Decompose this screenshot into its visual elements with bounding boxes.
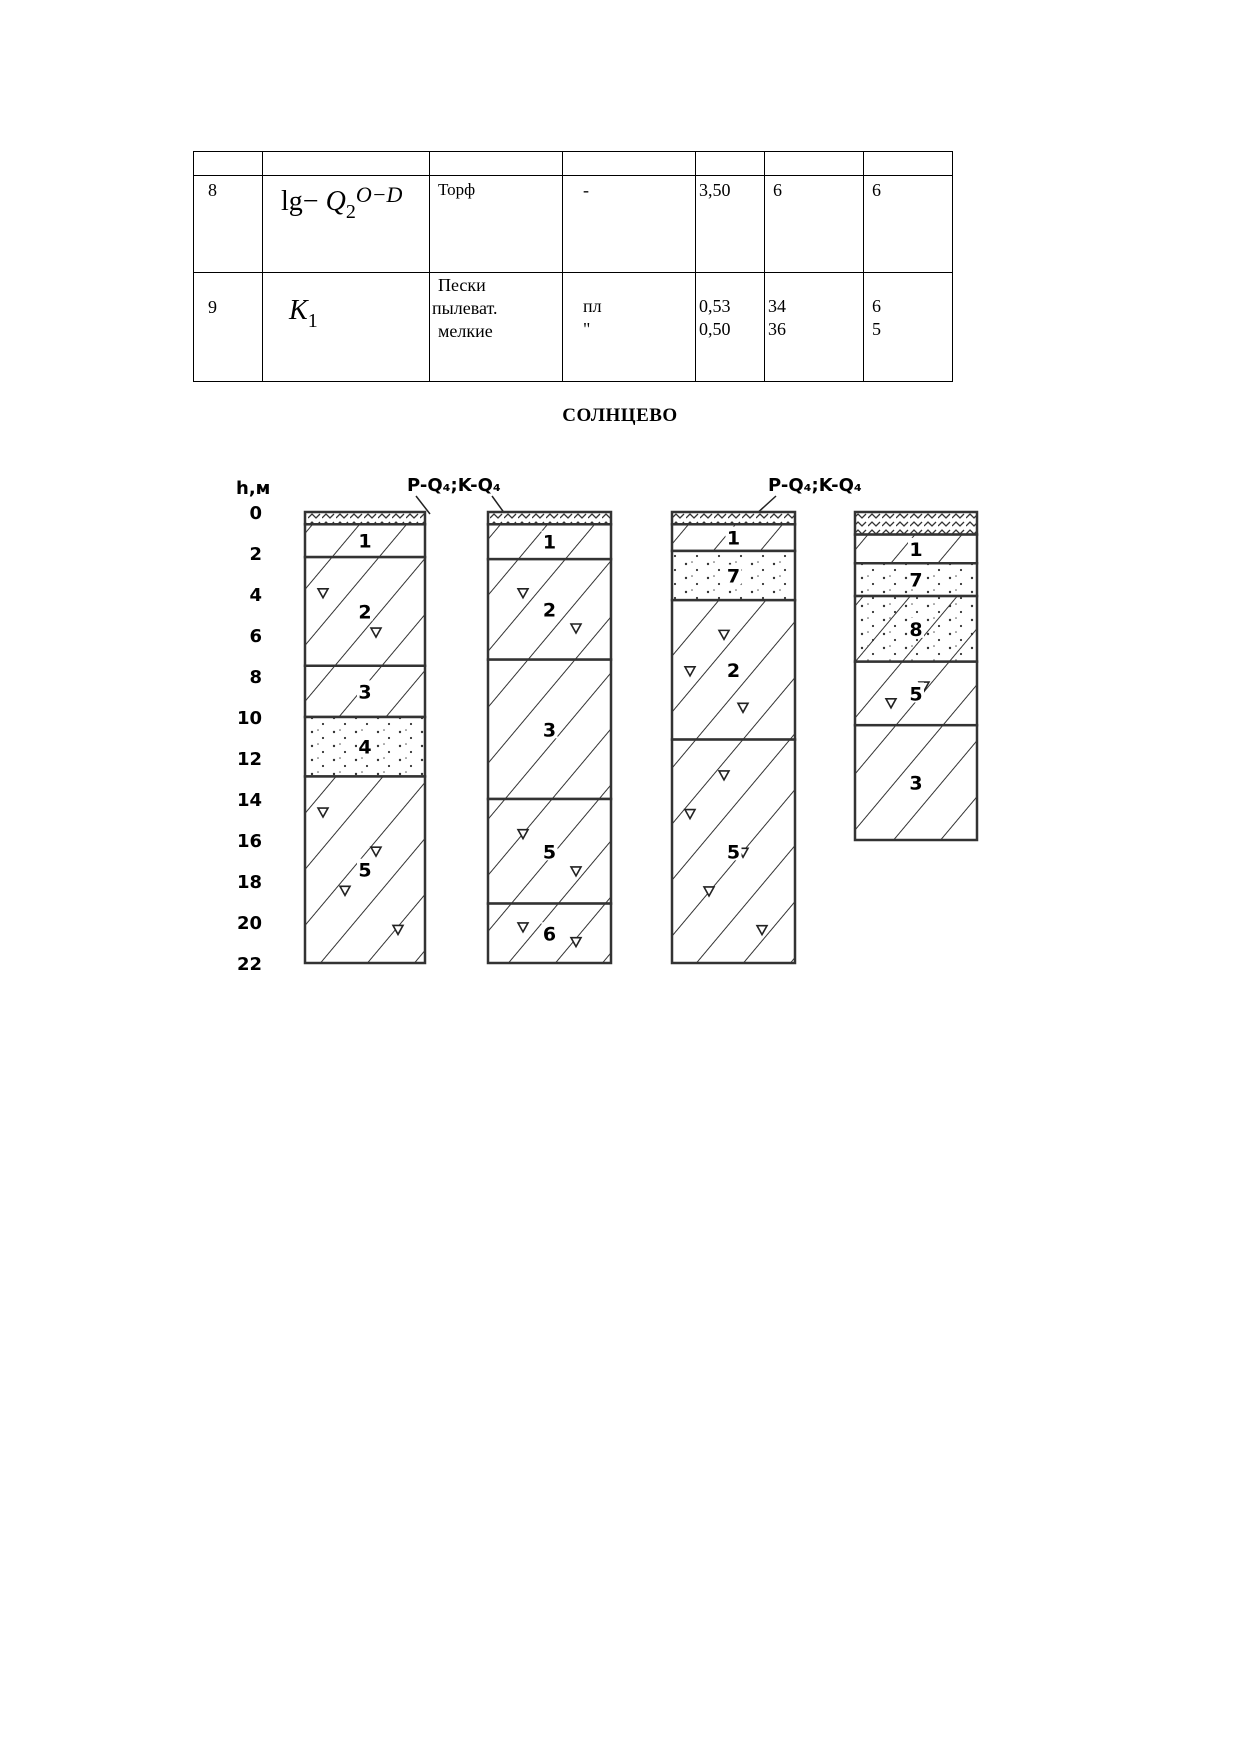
formula-main: K — [289, 295, 308, 326]
row-number: 9 — [208, 297, 217, 317]
cell-value: 5 — [872, 319, 881, 339]
stratigraphy-label: P-Q₄;K-Q₄ — [768, 475, 862, 496]
borehole-column — [672, 512, 795, 963]
layer-pattern — [489, 513, 610, 523]
cell-value: 6 — [872, 296, 881, 316]
layer-number: 5 — [726, 841, 741, 864]
cell-value: 0,50 — [699, 319, 731, 339]
layer-number: 5 — [542, 841, 557, 864]
cell-value: 6 — [773, 180, 782, 200]
tick-label: 10 — [236, 708, 262, 729]
layer-number: 7 — [726, 565, 741, 588]
tick-label: 8 — [249, 667, 262, 688]
borehole-columns — [305, 512, 977, 963]
formula-subscript: 1 — [307, 310, 318, 332]
layer-number: 2 — [726, 659, 741, 682]
layer-number: 3 — [909, 772, 923, 795]
layer-number: 3 — [358, 681, 372, 704]
layer-number: 1 — [358, 530, 372, 553]
layer-number: 2 — [358, 601, 372, 624]
layer-number: 1 — [726, 527, 741, 550]
layer-number: 5 — [358, 859, 372, 882]
borehole-column — [305, 512, 425, 963]
soil-name: Торф — [438, 180, 476, 199]
stratigraphy-labels — [407, 475, 862, 516]
tick-label: 22 — [236, 954, 262, 975]
soil-line: Пески — [438, 275, 486, 295]
layer-number: 1 — [542, 531, 557, 554]
cell-value: 3,50 — [699, 180, 731, 200]
tick-label: 14 — [236, 790, 262, 811]
row-number: 8 — [208, 180, 217, 200]
cell-value: 0,53 — [699, 296, 731, 316]
cell-value: 34 — [768, 296, 786, 316]
tick-label: 18 — [236, 872, 262, 893]
layer-number: 1 — [909, 538, 923, 561]
borehole-column — [855, 512, 977, 840]
layer-pattern — [673, 513, 794, 523]
layer-pattern — [856, 513, 976, 534]
formula-main: Q — [325, 186, 346, 217]
depth-axis — [236, 478, 270, 975]
layer-pattern — [306, 513, 424, 523]
tick-label: 4 — [249, 585, 262, 606]
layer-number: 5 — [909, 683, 923, 706]
formula-superscript: O−D — [355, 182, 403, 207]
formula-prefix: lg− — [281, 186, 326, 217]
formula-subscript: 2 — [345, 201, 356, 223]
layer-number: 2 — [542, 599, 557, 622]
tick-label: 6 — [249, 626, 262, 647]
soil-line: мелкие — [438, 321, 493, 341]
cell-value: - — [583, 180, 589, 200]
soil-line: пылеват. — [432, 298, 498, 318]
layer-number: 6 — [542, 923, 557, 946]
tick-label: 2 — [249, 544, 262, 565]
cell-value: пл — [583, 296, 602, 316]
layer-number: 3 — [542, 719, 557, 742]
cell-value: 6 — [872, 180, 881, 200]
tick-label: 12 — [236, 749, 262, 770]
section-title: СОЛНЦЕВО — [562, 405, 678, 426]
tick-label: 16 — [236, 831, 262, 852]
cell-value: " — [583, 319, 591, 339]
layer-number: 7 — [909, 569, 923, 592]
tick-label: 20 — [236, 913, 262, 934]
borehole-column — [488, 512, 611, 963]
tick-label: 0 — [249, 503, 262, 524]
layer-number: 4 — [358, 736, 372, 759]
cell-value: 36 — [768, 319, 786, 339]
layer-number: 8 — [909, 618, 923, 641]
axis-label: h,м — [236, 478, 271, 499]
stratigraphy-label: P-Q₄;K-Q₄ — [407, 475, 501, 496]
